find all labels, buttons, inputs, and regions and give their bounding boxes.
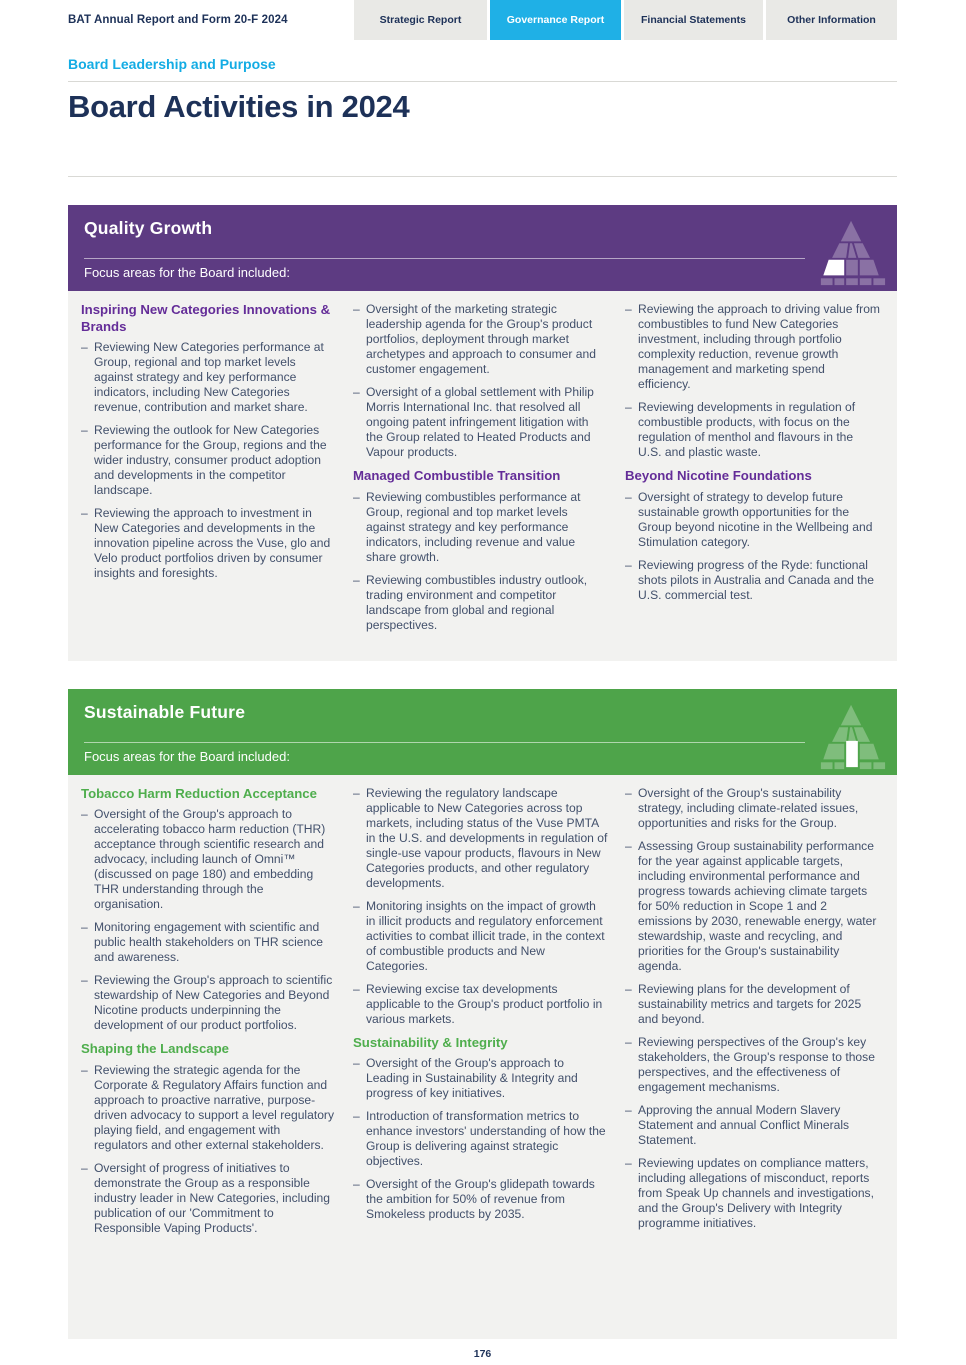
panel-column-1 xyxy=(81,786,336,1319)
bullet-dash: – xyxy=(353,1177,360,1191)
tab-strategic-report[interactable]: Strategic Report xyxy=(354,0,487,40)
bullet-text: Reviewing the outlook for New Categories performance for the Group, regions and the wider industry, consumer product adoption and developments in the competitor landscape. xyxy=(94,423,327,497)
bullet-text: Reviewing updates on compliance matters, including allegations of misconduct, reports from Speak Up channels and investigations, and the Group's Delivery with Integrity programme initiatives. xyxy=(638,1155,874,1230)
bullet-text: Reviewing combustibles performance at Group, regional and top market levels against strategy and key performance indicators, including revenue and value share growth. xyxy=(366,489,581,564)
focus-area-heading: Shaping the Landscape xyxy=(81,1041,230,1056)
bullet-dash: – xyxy=(625,557,632,572)
bullet-text: Reviewing plans for the development of sustainability metrics and targets for 2025 and beyond. xyxy=(638,981,862,1026)
panel-band-sustainable-future xyxy=(68,689,897,775)
focus-area-bullet xyxy=(81,340,336,415)
focus-area-bullet xyxy=(81,423,336,498)
bullet-text: Reviewing the approach to driving value from combustibles to fund New Categories investment, including through portfolio complexity reduction, revenue growth management and marketing spend efficiency. xyxy=(638,302,881,391)
bullet-text: Reviewing excise tax developments applicable to the Group's product portfolio in various markets. xyxy=(366,981,603,1026)
bullet-dash: – xyxy=(353,1109,360,1123)
bullet-dash: – xyxy=(81,973,88,987)
focus-area-heading: Inspiring New Categories Innovations & Brands xyxy=(81,302,331,334)
report-title: BAT Annual Report and Form 20-F 2024 xyxy=(68,14,288,26)
bullet-dash: – xyxy=(81,807,88,821)
tab-financial-statements[interactable]: Financial Statements xyxy=(624,0,763,40)
divider-rule xyxy=(68,81,897,82)
panel-band-quality-growth xyxy=(68,205,897,291)
panel-body-sustainable-future xyxy=(68,775,897,1339)
bullet-dash: – xyxy=(625,400,632,414)
top-header xyxy=(68,0,897,40)
focus-area-bullet xyxy=(353,1056,608,1101)
section-label: Board Leadership and Purpose xyxy=(68,56,276,72)
bullet-text: Oversight of the Group's approach to Leading in Sustainability & Integrity and progress of key initiatives. xyxy=(366,1056,578,1100)
panel-quality-growth xyxy=(68,205,897,661)
bullet-text: Reviewing the regulatory landscape applicable to New Categories across top markets, including status of the Vuse PMTA in the U.S. and developments in regulation of single-use vapour products, flavours in New Categories products, and other regulatory developments. xyxy=(366,785,608,890)
focus-area-bullet xyxy=(625,302,880,392)
focus-area-bullet xyxy=(353,1109,608,1169)
bullet-dash: – xyxy=(81,340,88,354)
bullet-dash: – xyxy=(81,920,88,934)
bullet-text: Monitoring engagement with scientific and public health stakeholders on THR science and awareness. xyxy=(94,920,324,964)
bullet-text: Oversight of a global settlement with Philip Morris International Inc. that resolved all ongoing patent infringement litigation with the Group related to Heated Products and Vapour products. xyxy=(366,385,594,459)
bullet-text: Monitoring insights on the impact of growth in illicit products and regulatory enforcement activities to combat illicit trade, in the context of combustible products and New Categories. xyxy=(366,898,605,973)
bullet-text: Oversight of the Group's glidepath towards the ambition for 50% of revenue from Smokeless products by 2035. xyxy=(366,1177,595,1221)
focus-area-bullet xyxy=(625,786,880,831)
bullet-dash: – xyxy=(353,785,360,800)
bullet-text: Assessing Group sustainability performance for the year against applicable targets, including environmental performance and progress towards achieving climate targets for 50% reduction in Scope 1 and 2 emissions by 2030, renewable energy, water stewardship, waste and recycling, and priorities for the Group's sustainability agenda. xyxy=(638,838,877,973)
focus-area-bullet xyxy=(625,1103,880,1148)
bullet-text: Oversight of strategy to develop future sustainable growth opportunities for the Group beyond nicotine in the Wellbeing and Stimulation category. xyxy=(638,489,873,549)
focus-area-bullet xyxy=(625,1035,880,1095)
bullet-dash: – xyxy=(625,1034,632,1049)
bullet-dash: – xyxy=(625,981,632,996)
focus-area-bullet xyxy=(625,1156,880,1231)
bullet-dash: – xyxy=(625,1155,632,1170)
page-title: Board Activities in 2024 xyxy=(68,89,410,124)
bullet-dash: – xyxy=(625,838,632,853)
bullet-text: Oversight of progress of initiatives to demonstrate the Group as a responsible industry leader in New Categories, including publication of our 'Commitment to Responsible Vaping Products'. xyxy=(94,1160,330,1235)
bullet-text: Reviewing perspectives of the Group's key stakeholders, the Group's response to those perspectives, and the effectiveness of engagement mechanisms. xyxy=(638,1034,875,1094)
bullet-text: Oversight of the Group's sustainability strategy, including climate-related issues, opportunities and risks for the Group. xyxy=(638,785,859,830)
bullet-text: Reviewing progress of the Ryde: functional shots pilots in Australia and Canada and the U.S. commercial test. xyxy=(638,557,874,602)
bullet-text: Reviewing developments in regulation of combustible products, with focus on the regulation of menthol and flavours in the U.S. and plastic waste. xyxy=(638,400,856,459)
divider-rule xyxy=(68,176,897,177)
bullet-dash: – xyxy=(625,489,632,504)
bullet-dash: – xyxy=(353,489,360,504)
focus-area-bullet xyxy=(353,899,608,974)
panel-subtitle: Focus areas for the Board included: xyxy=(84,265,290,280)
focus-area-bullet xyxy=(625,400,880,460)
bullet-text: Reviewing New Categories performance at Group, regional and top market levels against strategy and key performance indicators, including New Categories revenue, contribution and market share. xyxy=(94,340,324,414)
pyramid-growth-icon xyxy=(816,702,888,772)
bullet-dash: – xyxy=(81,423,88,437)
bullet-dash: – xyxy=(625,785,632,800)
bullet-dash: – xyxy=(625,1102,632,1117)
panel-column-2 xyxy=(353,786,608,1319)
focus-area-bullet xyxy=(353,490,608,565)
focus-area-bullet xyxy=(353,302,608,377)
bullet-dash: – xyxy=(353,1056,360,1070)
bullet-text: Reviewing the Group's approach to scientific stewardship of New Categories and Beyond Nicotine products underpinning the development of our product portfolios. xyxy=(94,973,333,1032)
focus-area-bullet xyxy=(81,1063,336,1153)
panel-title: Quality Growth xyxy=(84,218,213,238)
report-section-tabs xyxy=(354,0,897,40)
bullet-dash: – xyxy=(353,981,360,996)
panel-subtitle: Focus areas for the Board included: xyxy=(84,748,290,764)
panel-column-1 xyxy=(81,302,336,641)
panel-body-quality-growth xyxy=(68,291,897,661)
focus-area-bullet xyxy=(625,558,880,603)
bullet-text: Reviewing the approach to investment in New Categories and developments in the innovation pipeline across the Vuse, glo and Velo product portfolios driven by consumer insights and foresights. xyxy=(94,506,331,580)
focus-area-heading: Beyond Nicotine Foundations xyxy=(625,468,812,483)
panel-column-3 xyxy=(625,786,880,1319)
focus-area-bullet xyxy=(81,1161,336,1236)
band-divider xyxy=(84,742,805,743)
focus-area-heading: Sustainability & Integrity xyxy=(353,1034,508,1050)
focus-area-heading: Tobacco Harm Reduction Acceptance xyxy=(81,785,317,801)
band-divider xyxy=(84,258,805,259)
panel-title: Sustainable Future xyxy=(84,701,246,722)
bullet-dash: – xyxy=(81,506,88,520)
focus-area-bullet xyxy=(353,1177,608,1222)
bullet-dash: – xyxy=(353,302,360,316)
bullet-dash: – xyxy=(625,302,632,316)
bullet-dash: – xyxy=(353,572,360,587)
bullet-text: Oversight of the marketing strategic leadership agenda for the Group's product portfolios, deployment through market archetypes and approach to consumer and customer engagement. xyxy=(366,302,596,376)
focus-area-bullet xyxy=(625,839,880,974)
focus-area-bullet xyxy=(81,506,336,581)
focus-area-bullet xyxy=(625,490,880,550)
focus-area-bullet xyxy=(81,807,336,912)
bullet-dash: – xyxy=(353,898,360,913)
panel-column-3 xyxy=(625,302,880,641)
bullet-text: Oversight of the Group's approach to accelerating tobacco harm reduction (THR) acceptance through scientific research and advocacy, including launch of Omni™ (discussed on page 180) and embedding THR understanding through the organisation. xyxy=(94,807,326,911)
panel-column-2 xyxy=(353,302,608,641)
focus-area-bullet xyxy=(625,982,880,1027)
focus-area-bullet xyxy=(353,982,608,1027)
bullet-text: Reviewing the strategic agenda for the Corporate & Regulatory Affairs function and approach to proactive narrative, purpose-driven advocacy to support a level regulatory playing field, and engagement with regulators and other external stakeholders. xyxy=(94,1062,334,1152)
focus-area-bullet xyxy=(353,573,608,633)
focus-area-heading: Managed Combustible Transition xyxy=(353,468,561,483)
focus-area-bullet xyxy=(81,973,336,1033)
focus-area-bullet xyxy=(81,920,336,965)
bullet-dash: – xyxy=(81,1160,88,1175)
focus-area-bullet xyxy=(353,786,608,891)
bullet-dash: – xyxy=(353,385,360,399)
panel-sustainable-future xyxy=(68,689,897,1339)
bullet-dash: – xyxy=(81,1062,88,1077)
pyramid-growth-icon xyxy=(816,218,888,288)
tab-governance-report[interactable]: Governance Report xyxy=(490,0,621,40)
focus-area-bullet xyxy=(353,385,608,460)
page-number: 176 xyxy=(473,1347,492,1360)
bullet-text: Reviewing combustibles industry outlook, trading environment and competitor landscape from global and regional perspectives. xyxy=(366,572,588,632)
bullet-text: Introduction of transformation metrics to enhance investors' understanding of how the Group is delivering against strategic objectives. xyxy=(366,1109,606,1168)
tab-other-information[interactable]: Other Information xyxy=(766,0,897,40)
focus-panels xyxy=(68,205,897,1339)
bullet-text: Approving the annual Modern Slavery Statement and annual Conflict Minerals Statement. xyxy=(638,1102,850,1147)
